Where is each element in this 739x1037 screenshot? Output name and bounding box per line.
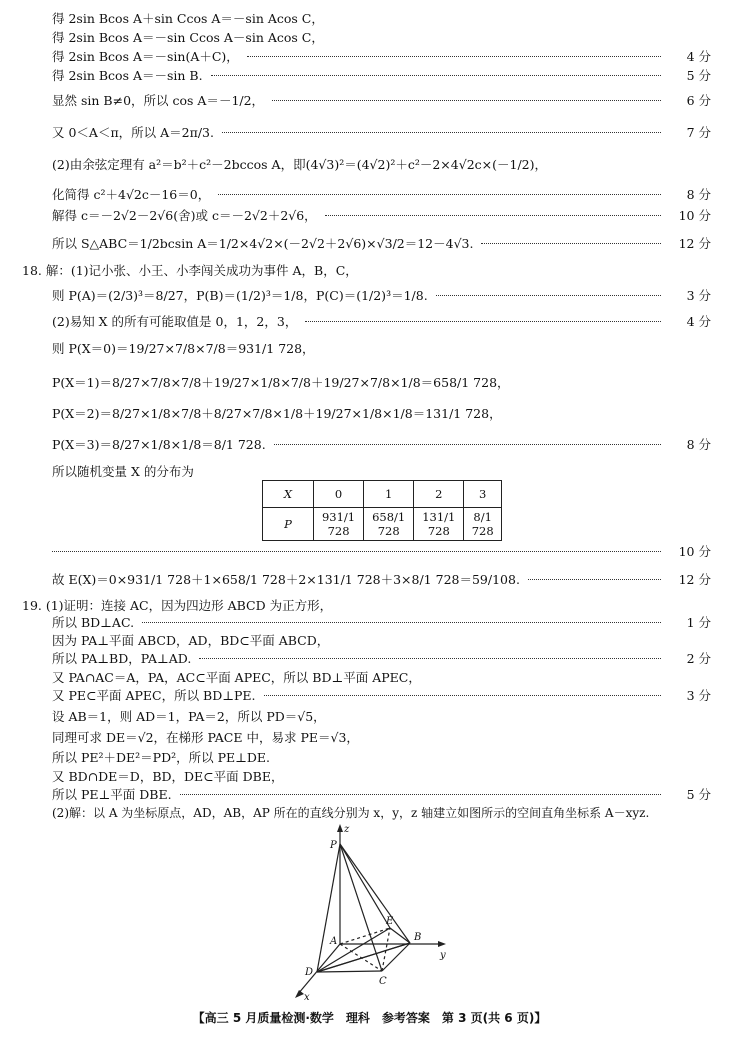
label-a: A xyxy=(330,936,338,947)
line-text: (2)由余弦定理有 a²＝b²＋c²－2bccos A，即(4√3)²＝(4√2)²＋c²－2×4√2c×(－1/2)， xyxy=(52,157,547,172)
dotted-leader xyxy=(274,443,661,445)
line-text: (2)易知 X 的所有可能取值是 0，1，2，3， xyxy=(52,314,298,329)
score-label: 10 分 xyxy=(678,544,711,559)
solution-line xyxy=(0,801,739,823)
table-cell: 658/1 728 xyxy=(364,508,414,541)
solution-line xyxy=(0,684,739,706)
solution-line xyxy=(0,310,739,332)
line-text: 所以 BD⊥AC. xyxy=(52,615,135,630)
dotted-leader xyxy=(180,793,661,795)
score-label: 12 分 xyxy=(678,572,711,587)
line-text: 又 PE⊂平面 APEC，所以 BD⊥PE. xyxy=(52,688,256,703)
table-cell: 2 xyxy=(414,481,464,508)
line-text: 所以 PE⊥平面 DBE. xyxy=(52,787,172,802)
dotted-leader xyxy=(272,99,661,101)
coordinate-figure xyxy=(290,822,460,1002)
line-text: 19. (1)证明：连接 AC，因为四边形 ABCD 为正方形， xyxy=(22,598,333,613)
label-c: C xyxy=(379,976,387,987)
solution-line xyxy=(0,64,739,86)
dotted-leader xyxy=(264,694,661,696)
line-text: 则 P(A)＝(2/3)³＝8/27，P(B)＝(1/2)³＝1/8，P(C)＝(1/2)³＝1/8. xyxy=(52,288,428,303)
table-cell: P xyxy=(263,508,314,541)
label-b: B xyxy=(414,932,422,943)
solution-line xyxy=(0,726,739,748)
label-z: z xyxy=(344,824,350,835)
line-text: P(X＝2)＝8/27×1/8×7/8＋8/27×7/8×1/8＋19/27×1/8×1/8＝131/1 728， xyxy=(52,406,502,421)
solution-line xyxy=(0,540,739,562)
label-e: E xyxy=(386,916,394,927)
solution-line xyxy=(0,204,739,226)
line-text: 得 2sin Bcos A＝－sin(A＋C)， xyxy=(52,49,239,64)
x-arrow-icon xyxy=(295,990,304,998)
score-label: 4 分 xyxy=(686,49,711,64)
score-label: 8 分 xyxy=(686,187,711,202)
line-text: 又 BD∩DE＝D，BD，DE⊂平面 DBE， xyxy=(52,769,284,784)
dotted-leader xyxy=(325,214,661,216)
line-text: 又 PA∩AC＝A，PA，AC⊂平面 APEC，所以 BD⊥平面 APEC， xyxy=(52,670,421,685)
line-text: 同理可求 DE＝√2，在梯形 PACE 中，易求 PE＝√3， xyxy=(52,730,359,745)
line-text: 所以 S△ABC＝1/2bcsin A＝1/2×4√2×(－2√2＋2√6)×√3/2＝12－4√3. xyxy=(52,236,474,251)
line-text: 设 AB＝1，则 AD＝1，PA＝2，所以 PD＝√5， xyxy=(52,709,326,724)
score-label: 5 分 xyxy=(686,787,711,802)
line-text: 显然 sin B≠0，所以 cos A＝－1/2， xyxy=(52,93,265,108)
label-p: P xyxy=(330,840,337,851)
solution-line xyxy=(0,433,739,455)
label-x: x xyxy=(304,992,310,1002)
dotted-leader xyxy=(211,74,661,76)
solution-line xyxy=(0,121,739,143)
dotted-leader xyxy=(528,578,661,580)
table-cell: 1 xyxy=(364,481,414,508)
y-arrow-icon xyxy=(438,941,446,947)
solution-line xyxy=(0,568,739,590)
dotted-leader xyxy=(218,193,661,195)
score-label: 3 分 xyxy=(686,688,711,703)
solution-line xyxy=(0,371,739,393)
line-text: 得 2sin Bcos A＝－sin B. xyxy=(52,68,203,83)
line-text: (2)解：以 A 为坐标原点，AD，AB，AP 所在的直线分别为 x，y，z 轴建立如图所示的空间直角坐标系 A－xyz. xyxy=(52,805,650,820)
line-text: 化简得 c²＋4√2c－16＝0， xyxy=(52,187,211,202)
solution-line xyxy=(0,232,739,254)
score-label: 8 分 xyxy=(686,437,711,452)
score-label: 12 分 xyxy=(678,236,711,251)
table-cell: X xyxy=(263,481,314,508)
line-text: P(X＝3)＝8/27×1/8×1/8＝8/1 728. xyxy=(52,437,266,452)
score-label: 3 分 xyxy=(686,288,711,303)
line-text: 所以 PE²＋DE²＝PD²，所以 PE⊥DE. xyxy=(52,750,271,765)
solution-line xyxy=(0,259,739,281)
line-text: P(X＝1)＝8/27×7/8×7/8＋19/27×1/8×7/8＋19/27×7/8×1/8＝658/1 728， xyxy=(52,375,510,390)
table-row xyxy=(263,508,502,541)
solution-line xyxy=(0,89,739,111)
dotted-leader xyxy=(222,131,661,133)
line-text: 因为 PA⊥平面 ABCD，AD，BD⊂平面 ABCD， xyxy=(52,633,330,648)
line-text: 18. 解：(1)记小张、小王、小李闯关成功为事件 A，B，C， xyxy=(22,263,358,278)
dotted-leader xyxy=(199,657,661,659)
score-label: 6 分 xyxy=(686,93,711,108)
table-cell: 931/1 728 xyxy=(314,508,364,541)
line-text: 故 E(X)＝0×931/1 728＋1×658/1 728＋2×131/1 728＋3×8/1 728＝59/108. xyxy=(52,572,520,587)
table-row xyxy=(263,481,502,508)
line-text: 所以 PA⊥BD，PA⊥AD. xyxy=(52,651,192,666)
dotted-leader xyxy=(142,621,661,623)
dotted-leader xyxy=(52,550,661,552)
solution-line xyxy=(0,705,739,727)
line-text: 又 0＜A＜π，所以 A＝2π/3. xyxy=(52,125,214,140)
score-label: 1 分 xyxy=(686,615,711,630)
line-text: 则 P(X＝0)＝19/27×7/8×7/8＝931/1 728， xyxy=(52,341,315,356)
dotted-leader xyxy=(436,294,661,296)
line-text: 得 2sin Bcos A＋sin Ccos A＝－sin Acos C， xyxy=(52,11,324,26)
dotted-leader xyxy=(481,242,661,244)
table-cell: 8/1 728 xyxy=(464,508,502,541)
solution-line xyxy=(0,460,739,482)
line-text: 解得 c＝－2√2－2√6(舍)或 c＝－2√2＋2√6， xyxy=(52,208,317,223)
label-y: y xyxy=(440,950,446,961)
score-label: 7 分 xyxy=(686,125,711,140)
solution-line xyxy=(0,284,739,306)
solution-line xyxy=(0,337,739,359)
score-label: 10 分 xyxy=(678,208,711,223)
table-cell: 131/1 728 xyxy=(414,508,464,541)
score-label: 2 分 xyxy=(686,651,711,666)
score-label: 4 分 xyxy=(686,314,711,329)
table-cell: 0 xyxy=(314,481,364,508)
solution-line xyxy=(0,183,739,205)
line-text: 所以随机变量 X 的分布为 xyxy=(52,464,194,479)
dotted-leader xyxy=(247,55,661,57)
table-cell: 3 xyxy=(464,481,502,508)
distribution-table xyxy=(262,480,502,541)
score-label: 5 分 xyxy=(686,68,711,83)
label-d: D xyxy=(305,967,314,978)
dotted-leader xyxy=(305,320,661,322)
solution-line xyxy=(0,153,739,175)
line-text: 得 2sin Bcos A＝－sin Ccos A－sin Acos C， xyxy=(52,30,324,45)
solution-line xyxy=(0,402,739,424)
page-footer: 【高三 5 月质量检测·数学 理科 参考答案 第 3 页(共 6 页)】 xyxy=(192,1011,547,1025)
z-arrow-icon xyxy=(337,824,343,832)
